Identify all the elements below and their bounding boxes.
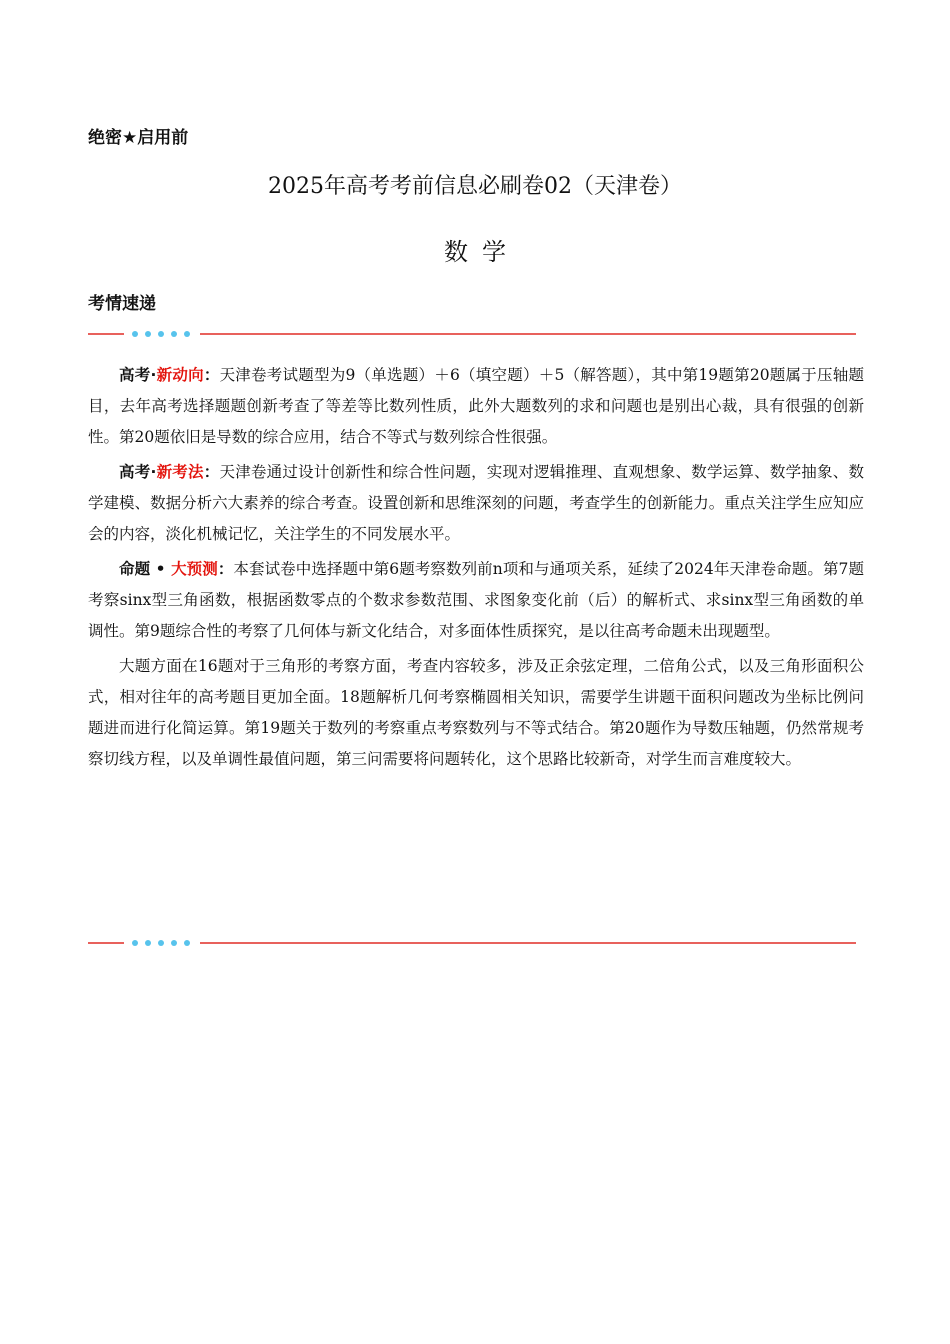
paragraph-label-prefix: 高考·	[119, 463, 157, 481]
paragraph-big-questions	[88, 651, 864, 775]
divider-dot	[158, 940, 164, 946]
section-heading: 考情速递	[88, 294, 156, 314]
divider-dot	[158, 331, 164, 337]
exam-title: 2025年高考考前信息必刷卷02（天津卷）	[268, 174, 682, 199]
paragraph-label-highlight: 新考法	[156, 463, 204, 481]
divider-dot	[171, 331, 177, 337]
secret-mark: 绝密★启用前	[88, 128, 189, 148]
paragraph-label-highlight: 新动向	[156, 366, 204, 384]
divider-dot	[132, 331, 138, 337]
divider-line-right	[200, 942, 856, 944]
paragraph-new-trend	[88, 360, 864, 453]
bottom-divider	[88, 938, 856, 948]
divider-line-right	[200, 333, 856, 335]
divider-dots	[132, 938, 190, 948]
body-content	[88, 360, 864, 779]
paragraph-label-sep: ：	[203, 366, 220, 384]
subject-title: 数学	[444, 238, 520, 266]
paragraph-text: 本套试卷中选择题中第6题考察数列前n项和与通项关系，延续了2024年天津卷命题。第7题考察sinx型三角函数，根据函数零点的个数求参数范围、求图象变化前（后）的解析式、求sinx型三角函数的单调性。第9题综合性的考察了几何体与新文化结合，对多面体性质探究，是以往高考命题未出现题型。	[88, 560, 864, 640]
paragraph-text: 天津卷通过设计创新性和综合性问题，实现对逻辑推理、直观想象、数学运算、数学抽象、数学建模、数据分析六大素养的综合考查。设置创新和思维深刻的问题，考查学生的创新能力。重点关注学生应知应会的内容，淡化机械记忆，关注学生的不同发展水平。	[88, 463, 864, 543]
divider-dot	[184, 331, 190, 337]
divider-dots	[132, 329, 190, 339]
paragraph-label-prefix: 高考·	[119, 366, 157, 384]
paragraph-label-prefix: 命题 •	[119, 560, 172, 578]
paragraph-label-sep: ：	[217, 560, 234, 578]
top-divider	[88, 329, 856, 339]
divider-dot	[132, 940, 138, 946]
divider-line-left	[88, 333, 124, 335]
divider-dot	[171, 940, 177, 946]
paragraph-label-highlight: 大预测	[171, 560, 218, 578]
divider-dot	[145, 331, 151, 337]
paragraph-text: 大题方面在16题对于三角形的考察方面，考查内容较多，涉及正余弦定理，二倍角公式，以及三角形面积公式，相对往年的高考题目更加全面。18题解析几何考察椭圆相关知识，需要学生讲题干面积问题改为坐标比例问题进而进行化简运算。第19题关于数列的考察重点考察数列与不等式结合。第20题作为导数压轴题，仍然常规考察切线方程，以及单调性最值问题，第三问需要将问题转化，这个思路比较新奇，对学生而言难度较大。	[88, 657, 864, 768]
divider-dot	[145, 940, 151, 946]
paragraph-prediction	[88, 554, 864, 647]
divider-line-left	[88, 942, 124, 944]
paragraph-text: 天津卷考试题型为9（单选题）＋6（填空题）＋5（解答题），其中第19题第20题属于压轴题目，去年高考选择题题创新考查了等差等比数列性质，此外大题数列的求和问题也是别出心裁，具有很强的创新性。第20题依旧是导数的综合应用，结合不等式与数列综合性很强。	[88, 366, 864, 446]
divider-dot	[184, 940, 190, 946]
paragraph-new-method	[88, 457, 864, 550]
paragraph-label-sep: ：	[203, 463, 220, 481]
